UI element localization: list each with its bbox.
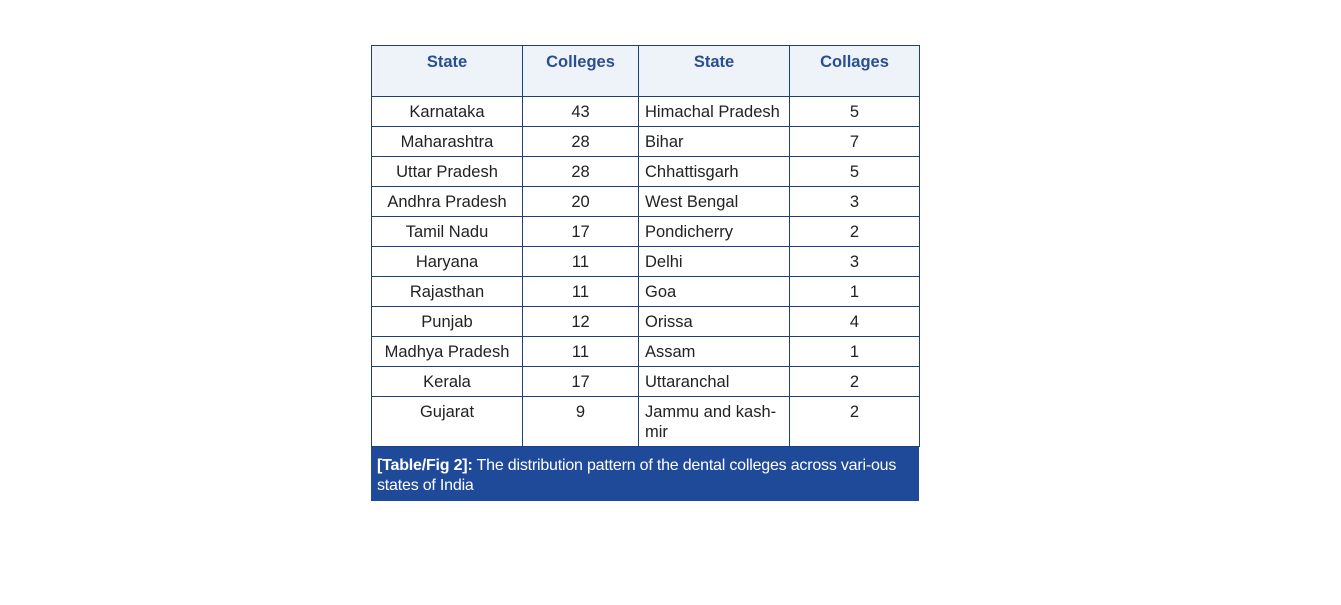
cell-colleges: 5	[790, 97, 920, 127]
cell-state: Rajasthan	[372, 277, 523, 307]
header-state-2: State	[639, 46, 790, 97]
cell-colleges: 1	[790, 277, 920, 307]
cell-colleges: 2	[790, 367, 920, 397]
cell-colleges: 11	[523, 247, 639, 277]
header-state-1: State	[372, 46, 523, 97]
cell-colleges: 20	[523, 187, 639, 217]
table-figure	[371, 45, 919, 501]
cell-colleges: 2	[790, 397, 920, 447]
cell-state: Himachal Pradesh	[639, 97, 790, 127]
cell-colleges: 3	[790, 247, 920, 277]
cell-colleges: 9	[523, 397, 639, 447]
cell-colleges: 17	[523, 217, 639, 247]
table-caption	[371, 447, 919, 501]
cell-state: Haryana	[372, 247, 523, 277]
cell-state: Punjab	[372, 307, 523, 337]
cell-colleges: 2	[790, 217, 920, 247]
cell-state: Bihar	[639, 127, 790, 157]
cell-colleges: 17	[523, 367, 639, 397]
cell-colleges: 11	[523, 337, 639, 367]
cell-state: Karnataka	[372, 97, 523, 127]
cell-colleges: 28	[523, 157, 639, 187]
table-row	[372, 217, 920, 247]
cell-state: Uttaranchal	[639, 367, 790, 397]
cell-state: Jammu and kash-mir	[639, 397, 790, 447]
table-row	[372, 277, 920, 307]
table-row	[372, 247, 920, 277]
cell-state: Pondicherry	[639, 217, 790, 247]
header-colleges-1: Colleges	[523, 46, 639, 97]
cell-state: Uttar Pradesh	[372, 157, 523, 187]
table-row	[372, 397, 920, 447]
cell-state: Goa	[639, 277, 790, 307]
table-row	[372, 307, 920, 337]
caption-label: [Table/Fig 2]:	[377, 457, 473, 474]
cell-state: West Bengal	[639, 187, 790, 217]
table-row	[372, 157, 920, 187]
caption-text: The distribution pattern of the dental colleges across vari-ous states of India	[377, 457, 897, 494]
cell-colleges: 7	[790, 127, 920, 157]
cell-state: Assam	[639, 337, 790, 367]
cell-state: Maharashtra	[372, 127, 523, 157]
cell-state: Gujarat	[372, 397, 523, 447]
table-row	[372, 97, 920, 127]
cell-state: Andhra Pradesh	[372, 187, 523, 217]
cell-state: Chhattisgarh	[639, 157, 790, 187]
cell-colleges: 11	[523, 277, 639, 307]
table-header-row	[372, 46, 920, 97]
header-colleges-2: Collages	[790, 46, 920, 97]
table-row	[372, 187, 920, 217]
cell-state: Kerala	[372, 367, 523, 397]
cell-colleges: 3	[790, 187, 920, 217]
table-row	[372, 127, 920, 157]
cell-colleges: 43	[523, 97, 639, 127]
cell-state: Madhya Pradesh	[372, 337, 523, 367]
dental-colleges-table	[371, 45, 920, 447]
table-body	[372, 97, 920, 447]
cell-colleges: 1	[790, 337, 920, 367]
cell-colleges: 4	[790, 307, 920, 337]
cell-colleges: 28	[523, 127, 639, 157]
cell-colleges: 5	[790, 157, 920, 187]
table-row	[372, 337, 920, 367]
cell-colleges: 12	[523, 307, 639, 337]
cell-state: Orissa	[639, 307, 790, 337]
cell-state: Tamil Nadu	[372, 217, 523, 247]
table-row	[372, 367, 920, 397]
cell-state: Delhi	[639, 247, 790, 277]
